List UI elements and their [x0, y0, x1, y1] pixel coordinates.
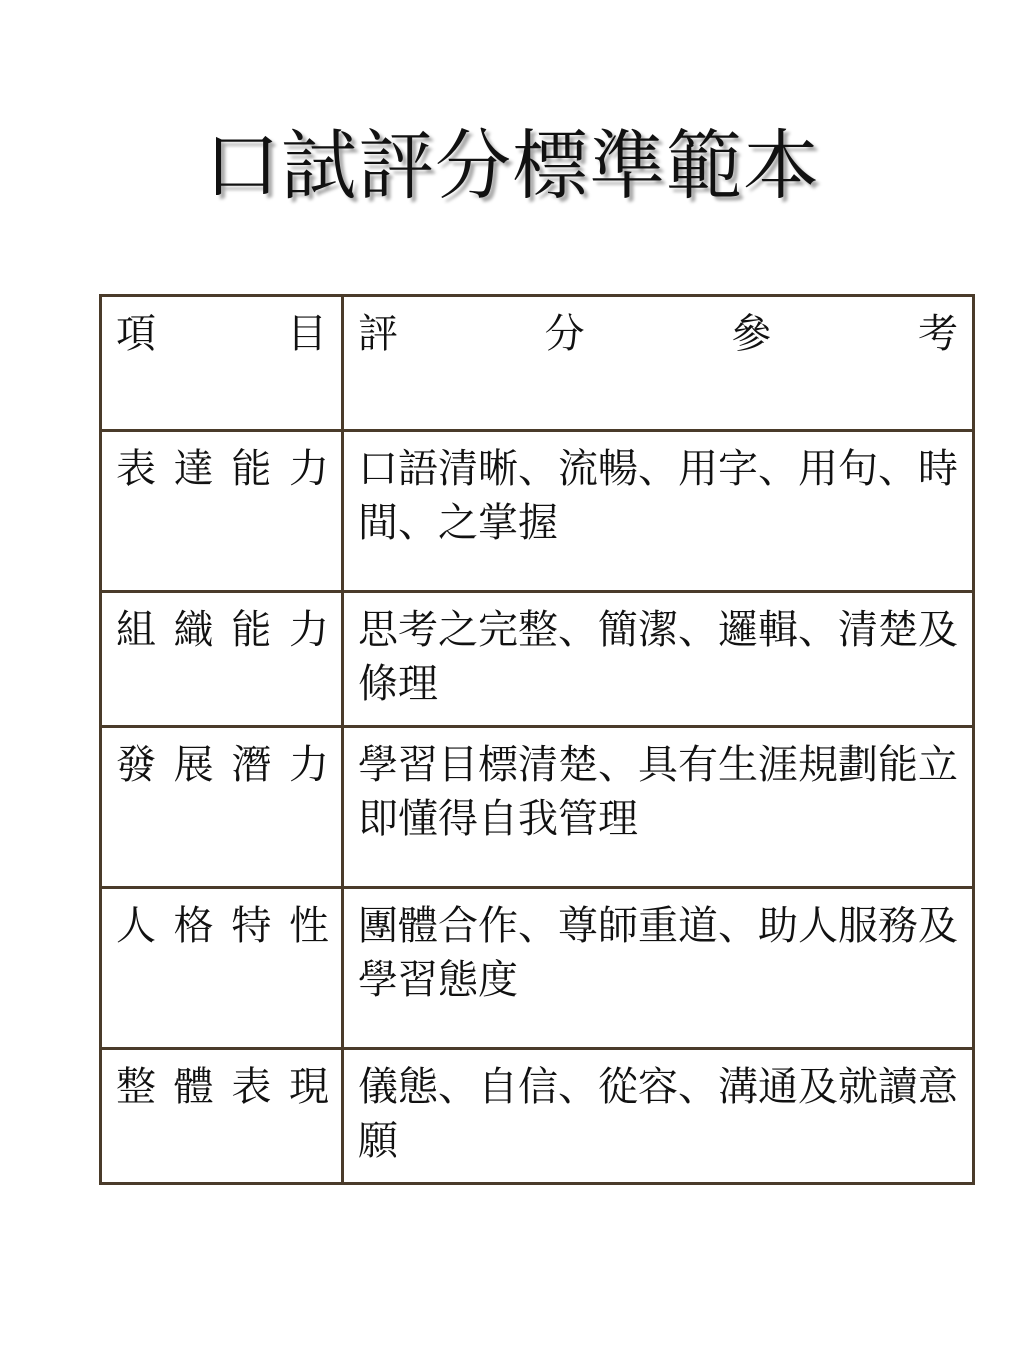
item-char: 發 [116, 742, 156, 788]
item-char: 力 [288, 446, 329, 492]
header-desc-char: 參 [731, 311, 772, 357]
description-cell [343, 592, 974, 727]
item-char: 力 [288, 607, 329, 653]
page-title: 口試評分標準範本 [204, 121, 820, 210]
item-char: 能 [231, 607, 272, 653]
item-char: 達 [173, 446, 214, 492]
item-cell [101, 1049, 343, 1184]
item-char: 性 [288, 903, 329, 949]
item-cell [101, 727, 343, 888]
table-row [101, 888, 974, 1049]
table-row [101, 1049, 974, 1184]
item-char: 力 [288, 742, 329, 788]
description-text: 團體合作、尊師重道、助人服務及學習態度 [358, 903, 958, 1003]
description-text: 學習目標清楚、具有生涯規劃能立即懂得自我管理 [358, 742, 958, 842]
description-cell [343, 431, 974, 592]
table-row [101, 431, 974, 592]
description-cell [343, 727, 974, 888]
item-char: 格 [173, 903, 214, 949]
description-text: 儀態、自信、從容、溝通及就讀意願 [358, 1064, 958, 1164]
item-char: 特 [231, 903, 272, 949]
table-row [101, 727, 974, 888]
table-row [101, 592, 974, 727]
description-text: 口語清晰、流暢、用字、用句、時間、之掌握 [358, 446, 958, 546]
item-cell [101, 431, 343, 592]
description-cell [343, 1049, 974, 1184]
scoring-table [99, 294, 975, 1185]
item-char: 現 [288, 1064, 329, 1110]
header-item-char: 目 [287, 311, 327, 357]
item-char: 表 [231, 1064, 272, 1110]
item-char: 人 [116, 903, 156, 949]
header-desc-char: 考 [917, 311, 958, 357]
item-char: 潛 [231, 742, 272, 788]
header-desc-cell [343, 296, 974, 431]
item-cell [101, 888, 343, 1049]
description-cell [343, 888, 974, 1049]
header-desc-char: 評 [358, 311, 398, 357]
table-header-row [101, 296, 974, 431]
description-text: 思考之完整、簡潔、邏輯、清楚及條理 [358, 607, 958, 707]
item-char: 織 [173, 607, 214, 653]
item-char: 能 [231, 446, 272, 492]
item-cell [101, 592, 343, 727]
item-char: 組 [116, 607, 156, 653]
item-char: 體 [173, 1064, 214, 1110]
header-item-cell [101, 296, 343, 431]
item-char: 整 [116, 1064, 156, 1110]
header-desc-char: 分 [544, 311, 585, 357]
item-char: 展 [173, 742, 214, 788]
item-char: 表 [116, 446, 156, 492]
header-item-char: 項 [116, 311, 156, 357]
